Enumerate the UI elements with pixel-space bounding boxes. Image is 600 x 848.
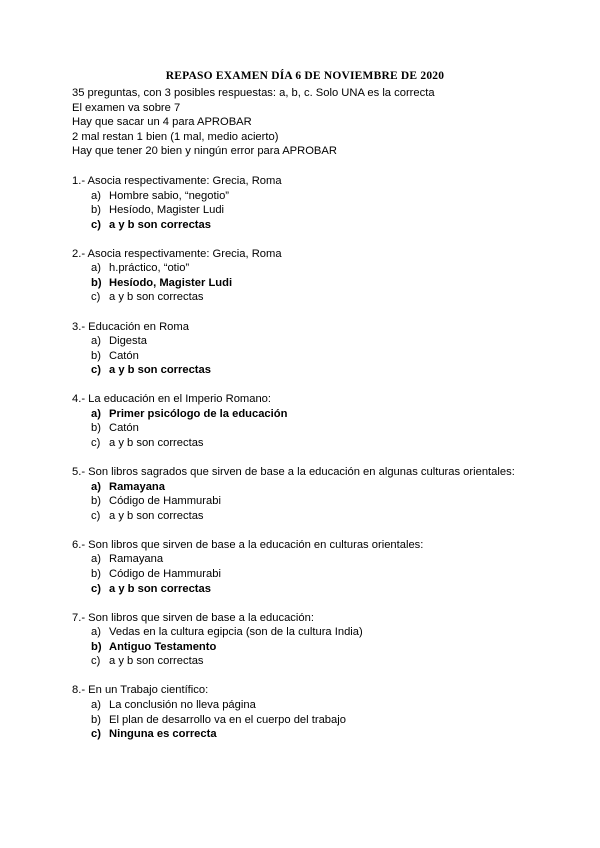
option-letter: c) xyxy=(91,218,101,231)
answer-option xyxy=(72,654,515,669)
question-text: 7.- Son libros que sirven de base a la educación: xyxy=(72,611,314,624)
option-text: a y b son correctas xyxy=(109,218,211,231)
question-item xyxy=(72,683,515,741)
option-text: a y b son correctas xyxy=(109,437,204,450)
option-text: Hombre sabio, “negotio” xyxy=(109,189,230,202)
correct-option xyxy=(72,640,515,655)
option-text: Catón xyxy=(109,422,139,435)
intro-line: 2 mal restan 1 bien (1 mal, medio acierto) xyxy=(72,130,279,143)
option-text: Código de Hammurabi xyxy=(109,568,221,580)
option-text: a y b son correctas xyxy=(109,655,204,668)
page-title: REPASO EXAMEN DÍA 6 DE NOVIEMBRE DE 2020 xyxy=(165,70,445,82)
answer-option xyxy=(72,203,515,218)
question-text: 1.- Asocia respectivamente: Grecia, Roma xyxy=(72,175,282,187)
answer-option xyxy=(72,552,515,567)
option-letter: b) xyxy=(91,422,101,435)
option-letter: a) xyxy=(91,698,101,711)
option-text: La conclusión no lleva página xyxy=(109,698,256,711)
option-letter: a) xyxy=(91,189,101,202)
option-text: Código de Hammurabi xyxy=(109,495,221,508)
question-text: 4.- La educación en el Imperio Romano: xyxy=(72,393,272,406)
option-letter: c) xyxy=(91,291,101,304)
option-text: Ramayana xyxy=(109,553,164,566)
answer-option xyxy=(72,436,515,451)
option-letter: a) xyxy=(91,626,101,639)
option-text: Ninguna es correcta xyxy=(109,728,217,741)
intro-line: El examen va sobre 7 xyxy=(72,101,181,114)
answer-option xyxy=(72,494,515,509)
question-text: 3.- Educación en Roma xyxy=(72,320,189,333)
answer-option xyxy=(72,509,515,524)
question-text: 8.- En un Trabajo científico: xyxy=(72,684,209,697)
question-text: 5.- Son libros sagrados que sirven de base a la educación en algunas culturas orientales: xyxy=(72,466,515,479)
answer-option xyxy=(72,567,515,582)
option-text: Catón xyxy=(109,349,139,362)
correct-option xyxy=(72,407,515,422)
option-text: Ramayana xyxy=(109,480,165,493)
option-letter: c) xyxy=(91,364,101,377)
answer-option xyxy=(72,698,515,713)
question-item xyxy=(72,174,515,232)
option-letter: a) xyxy=(91,335,101,348)
option-letter: a) xyxy=(91,480,101,493)
option-text: Digesta xyxy=(109,335,147,348)
answer-option xyxy=(72,261,515,276)
option-text: Antiguo Testamento xyxy=(109,640,217,653)
question-list xyxy=(72,174,515,756)
answer-option xyxy=(72,713,515,728)
correct-option xyxy=(72,727,515,742)
option-letter: a) xyxy=(91,262,101,275)
question-item xyxy=(72,320,515,378)
intro-line: 35 preguntas, con 3 posibles respuestas: a, b, c. Solo UNA es la correcta xyxy=(72,87,435,99)
option-letter: c) xyxy=(91,437,101,450)
option-text: h.práctico, “otio” xyxy=(109,262,190,275)
question-item xyxy=(72,392,515,450)
option-text: Primer psicólogo de la educación xyxy=(109,407,288,420)
option-text: a y b son correctas xyxy=(109,291,204,304)
option-text: Hesíodo, Magister Ludi xyxy=(109,204,225,217)
correct-option xyxy=(72,276,515,291)
intro-line: Hay que tener 20 bien y ningún error para APROBAR xyxy=(72,145,337,157)
option-text: a y b son correctas xyxy=(109,364,211,377)
question-item xyxy=(72,538,515,596)
option-text: a y b son correctas xyxy=(109,509,204,522)
option-letter: b) xyxy=(91,276,102,289)
option-letter: c) xyxy=(91,655,101,668)
option-letter: c) xyxy=(91,509,101,522)
correct-option xyxy=(72,363,515,378)
answer-option xyxy=(72,349,515,364)
correct-option xyxy=(72,582,515,597)
option-letter: b) xyxy=(91,495,101,508)
answer-option xyxy=(72,334,515,349)
option-letter: c) xyxy=(91,728,101,741)
question-text: 2.- Asocia respectivamente: Grecia, Roma xyxy=(72,247,282,260)
option-text: Hesíodo, Magister Ludi xyxy=(109,276,233,289)
correct-option xyxy=(72,480,515,495)
answer-option xyxy=(72,625,515,640)
option-letter: b) xyxy=(91,640,102,653)
answer-option xyxy=(72,290,515,305)
option-letter: a) xyxy=(91,553,101,566)
intro-line: Hay que sacar un 4 para APROBAR xyxy=(72,116,252,128)
question-item xyxy=(72,247,515,305)
question-item xyxy=(72,465,515,523)
option-text: Vedas en la cultura egipcia (son de la cultura India) xyxy=(109,626,363,639)
option-letter: a) xyxy=(91,407,101,420)
question-text: 6.- Son libros que sirven de base a la educación en culturas orientales: xyxy=(72,538,424,551)
option-letter: b) xyxy=(91,349,101,362)
correct-option xyxy=(72,218,515,233)
option-letter: b) xyxy=(91,713,101,726)
option-letter: c) xyxy=(91,582,101,595)
option-text: a y b son correctas xyxy=(109,582,211,595)
answer-option xyxy=(72,189,515,204)
option-letter: b) xyxy=(91,204,101,217)
intro-block xyxy=(72,86,435,159)
option-letter: b) xyxy=(91,568,101,580)
answer-option xyxy=(72,421,515,436)
question-item xyxy=(72,611,515,669)
option-text: El plan de desarrollo va en el cuerpo del trabajo xyxy=(109,713,346,726)
